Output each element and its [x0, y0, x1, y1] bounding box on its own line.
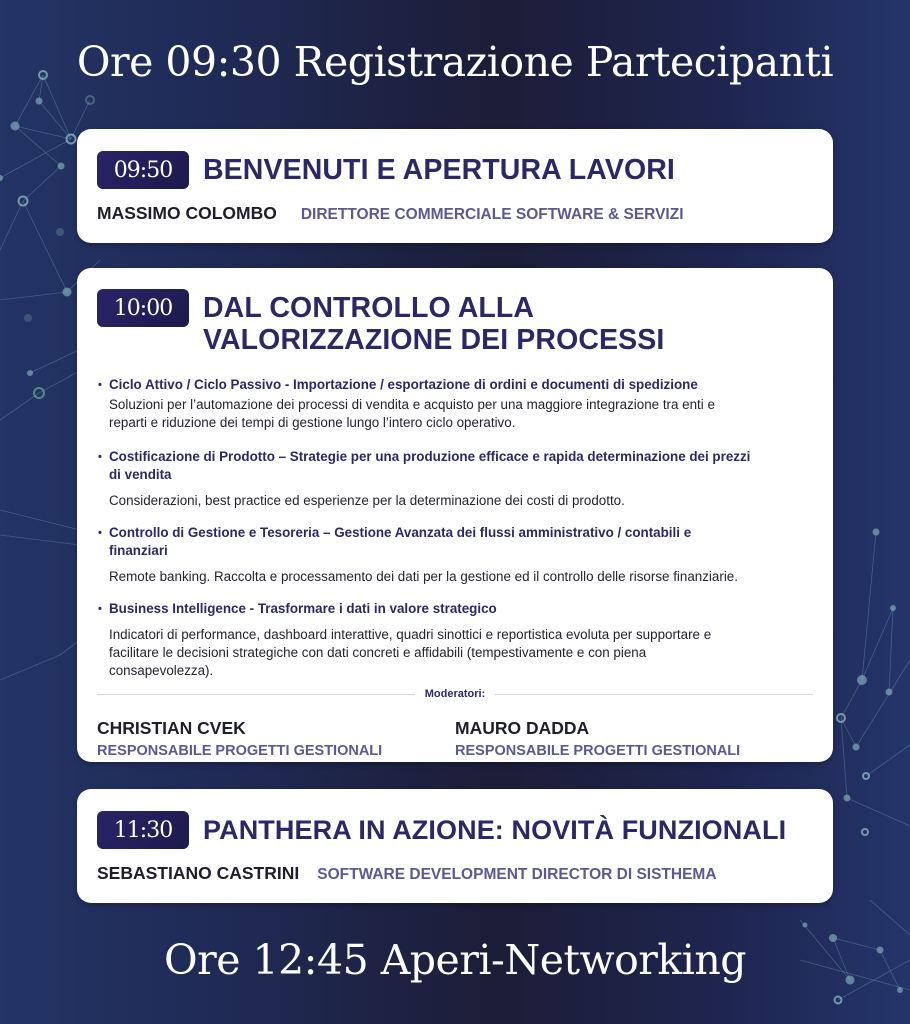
topic-description: Remote banking. Raccolta e processamento dei dati per la gestione ed il controllo delle risorse finanziarie. [109, 569, 738, 584]
topic-title: • Costificazione di Prodotto – Strategie per una produzione efficace e rapida determinazione dei prezzi di vendita [97, 448, 813, 484]
topic-description: Indicatori di performance, dashboard interattive, quadri sinottici e reportistica evoluta per supportare e facilitare le decisioni strategiche con dati concreti e affidabili (tempestivamente e con piena consapevolezza). [109, 627, 712, 678]
moderator-name: MAURO DADDA [455, 718, 590, 738]
moderator-role: RESPONSABILE PROGETTI GESTIONALI [455, 743, 741, 759]
moderator-role: RESPONSABILE PROGETTI GESTIONALI [97, 743, 383, 759]
moderators-list [97, 718, 813, 759]
session-title: PANTHERA IN AZIONE: NOVITÀ FUNZIONALI [203, 815, 787, 845]
topic-item [97, 376, 813, 432]
session-title-line-1: DAL CONTROLLO ALLA [203, 292, 535, 324]
time-badge: 10:00 [97, 289, 189, 327]
moderator-name: CHRISTIAN CVEK [97, 718, 246, 738]
topic-title: • Ciclo Attivo / Ciclo Passivo - Importazione / esportazione di ordini e documenti di spedizione [97, 376, 813, 394]
registration-heading: Ore 09:30 Registrazione Partecipanti [76, 38, 834, 86]
session-card-processes [77, 268, 833, 762]
topic-description: Soluzioni per l’automazione dei processi di vendita e acquisto per una maggiore integrazione tra enti e reparti e riduzione dei tempi di gestione lungo l’intero ciclo operativo. [109, 397, 715, 430]
topic-title: • Controllo di Gestione e Tesoreria – Gestione Avanzata dei flussi amministrativo / contabili e finanziari [97, 524, 813, 560]
moderators-divider [97, 688, 813, 700]
session-card-panthera [77, 789, 833, 903]
speaker-name: MASSIMO COLOMBO [97, 203, 277, 223]
session-card-welcome [77, 129, 833, 243]
speaker-row [97, 203, 813, 224]
speaker-role: SOFTWARE DEVELOPMENT DIRECTOR DI SISTHEMA [317, 866, 717, 883]
time-badge: 09:50 [97, 151, 189, 189]
divider-line [97, 694, 415, 695]
session-title: BENVENUTI E APERTURA LAVORI [203, 154, 675, 186]
moderator [455, 718, 813, 759]
topic-item [97, 524, 813, 586]
session-title-line-2: VALORIZZAZIONE DEI PROCESSI [203, 324, 665, 356]
networking-heading: Ore 12:45 Aperi-Networking [164, 936, 746, 984]
speaker-row [97, 863, 813, 884]
topic-description: Considerazioni, best practice ed esperienze per la determinazione dei costi di prodotto. [109, 493, 625, 508]
session-header [97, 811, 813, 849]
speaker-name: SEBASTIANO CASTRINI [97, 863, 300, 883]
topic-item [97, 600, 813, 680]
speaker-role: DIRETTORE COMMERCIALE SOFTWARE & SERVIZI [300, 206, 684, 223]
topics-list [97, 376, 813, 680]
topic-item [97, 448, 813, 510]
time-badge: 11:30 [97, 811, 189, 849]
moderators-label: Moderatori: [424, 688, 486, 700]
topic-title: • Business Intelligence - Trasformare i dati in valore strategico [97, 600, 813, 618]
session-header [97, 151, 813, 189]
moderator [97, 718, 455, 759]
divider-line [495, 694, 813, 695]
session-title [203, 292, 664, 356]
session-header [97, 289, 813, 356]
